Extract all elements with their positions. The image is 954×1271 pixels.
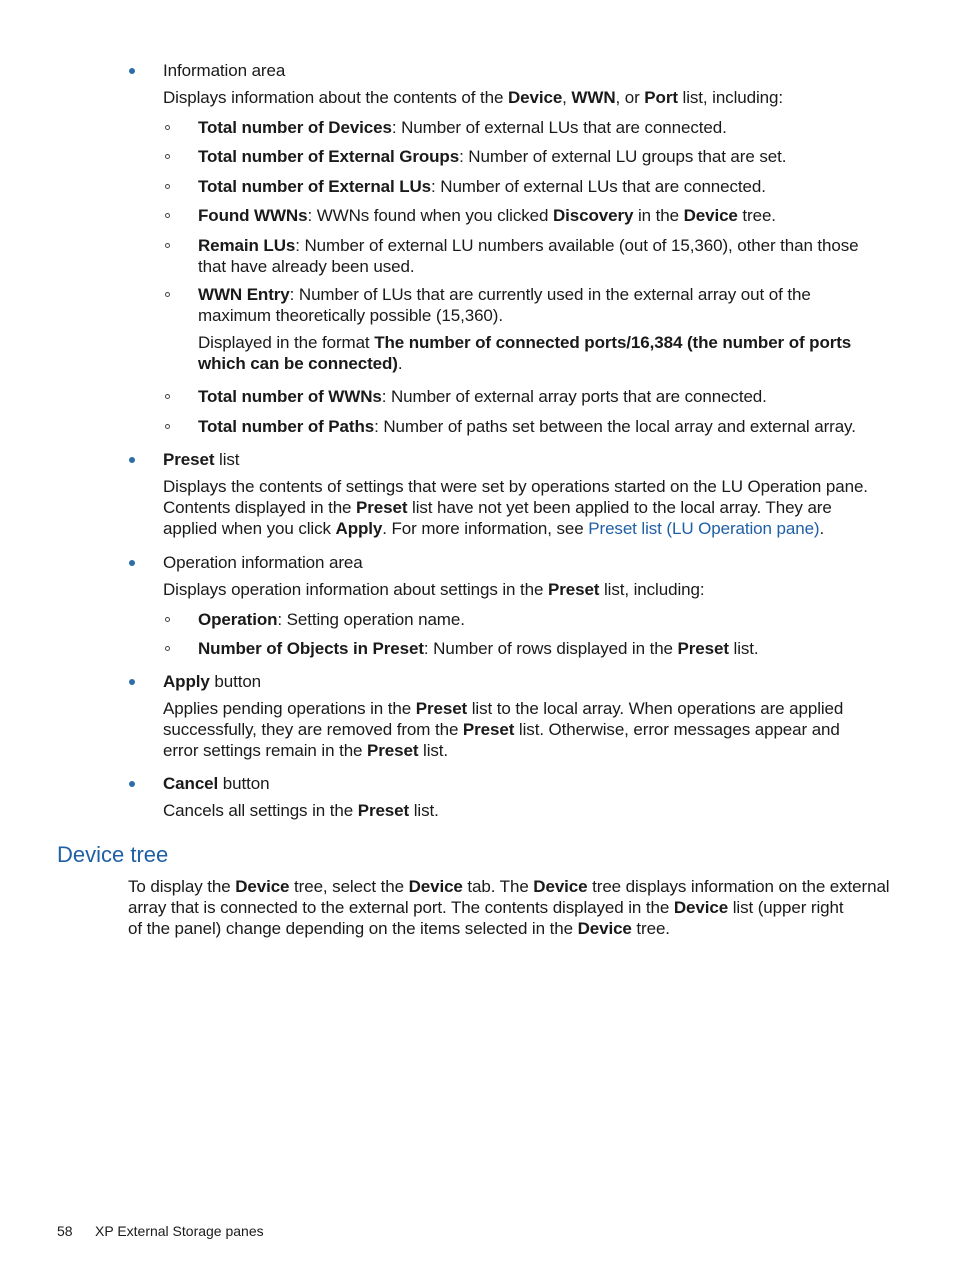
list-item-continuation: maximum theoretically possible (15,360). xyxy=(198,306,503,325)
preset-list-title: Preset list xyxy=(163,450,240,469)
sub-bullet xyxy=(165,292,170,297)
format-note: Displayed in the format The number of connected ports/16,384 (the number of ports xyxy=(198,333,852,352)
paragraph-line: Applies pending operations in the Preset list to the local array. When operations are applied xyxy=(163,699,844,718)
list-item: Number of Objects in Preset: Number of rows displayed in the Preset list. xyxy=(198,639,759,658)
bullet xyxy=(129,781,135,787)
paragraph-line: Contents displayed in the Preset list have not yet been applied to the local array. They are xyxy=(163,498,832,517)
cancel-title: Cancel button xyxy=(163,774,270,793)
sub-bullet xyxy=(165,617,170,622)
paragraph-line: Cancels all settings in the Preset list. xyxy=(163,801,439,820)
bullet xyxy=(129,560,135,566)
footer-section-title: XP External Storage panes xyxy=(95,1223,264,1239)
paragraph-line: To display the Device tree, select the Device tab. The Device tree displays information on the external xyxy=(128,877,890,896)
list-item: Total number of WWNs: Number of external array ports that are connected. xyxy=(198,387,767,406)
paragraph-line: error settings remain in the Preset list. xyxy=(163,741,449,760)
op-info-intro: Displays operation information about settings in the Preset list, including: xyxy=(163,580,705,599)
paragraph-line: successfully, they are removed from the Preset list. Otherwise, error messages appear and xyxy=(163,720,840,739)
bullet xyxy=(129,457,135,463)
bullet xyxy=(129,679,135,685)
bullet xyxy=(129,68,135,74)
sub-bullet xyxy=(165,184,170,189)
list-item: Found WWNs: WWNs found when you clicked Discovery in the Device tree. xyxy=(198,206,776,225)
paragraph-line: Displays the contents of settings that were set by operations started on the LU Operation pane. xyxy=(163,477,868,496)
sub-bullet xyxy=(165,394,170,399)
sub-bullet xyxy=(165,646,170,651)
apply-title: Apply button xyxy=(163,672,262,691)
preset-list-link[interactable]: Preset list (LU Operation pane) xyxy=(588,519,820,538)
op-info-title: Operation information area xyxy=(163,553,363,572)
page-number: 58 xyxy=(57,1223,73,1239)
list-item: Total number of External LUs: Number of external LUs that are connected. xyxy=(198,177,766,196)
list-item-continuation: that have already been used. xyxy=(198,257,415,276)
sub-bullet xyxy=(165,154,170,159)
info-area-title: Information area xyxy=(163,61,286,80)
list-item: Operation: Setting operation name. xyxy=(198,610,465,629)
sub-bullet xyxy=(165,213,170,218)
sub-bullet xyxy=(165,125,170,130)
list-item: Remain LUs: Number of external LU numbers available (out of 15,360), other than those xyxy=(198,236,859,255)
info-area-intro: Displays information about the contents of the Device, WWN, or Port list, including: xyxy=(163,88,783,107)
sub-bullet xyxy=(165,243,170,248)
list-item: Total number of External Groups: Number of external LU groups that are set. xyxy=(198,147,787,166)
list-item: Total number of Devices: Number of external LUs that are connected. xyxy=(198,118,727,137)
list-item: WWN Entry: Number of LUs that are currently used in the external array out of the xyxy=(198,285,811,304)
list-item: Total number of Paths: Number of paths set between the local array and external array. xyxy=(198,417,856,436)
paragraph-line: array that is connected to the external port. The contents displayed in the Device list (upper right xyxy=(128,898,844,917)
format-note-continuation: which can be connected). xyxy=(198,354,403,373)
section-heading: Device tree xyxy=(57,842,169,867)
sub-bullet xyxy=(165,424,170,429)
paragraph-line: applied when you click Apply. For more information, see Preset list (LU Operation pane). xyxy=(163,519,825,538)
paragraph-line: of the panel) change depending on the items selected in the Device tree. xyxy=(128,919,670,938)
